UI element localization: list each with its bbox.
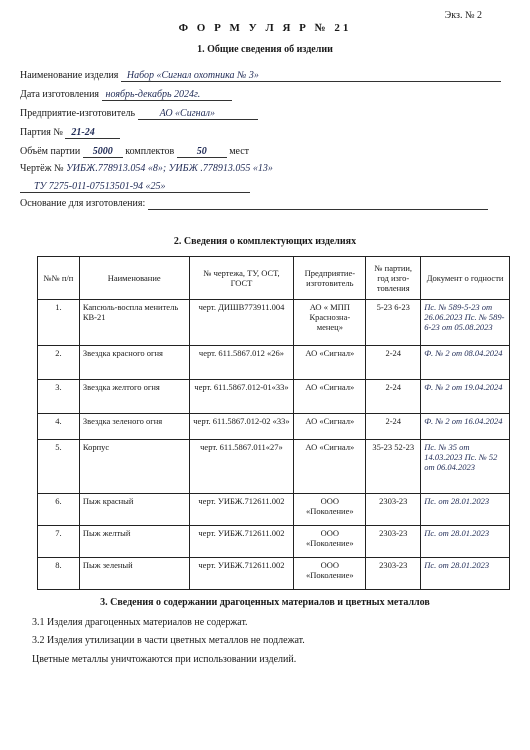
product-name-value: Набор «Сигнал охотника № 3» bbox=[126, 70, 259, 81]
cell-document: Пс. № 35 от 14.03.2023 Пс. № 52 от 06.04.2023 bbox=[421, 440, 510, 494]
section-2-heading: 2. Сведения о комплектующих изделиях bbox=[173, 236, 357, 247]
manufacturer-value: АО «Сигнал» bbox=[159, 108, 215, 119]
cell-number: 6. bbox=[38, 494, 80, 526]
cell-batch: 2303-23 bbox=[366, 526, 421, 558]
cell-batch: 35-23 52-23 bbox=[366, 440, 421, 494]
cell-name: Звездка красного огня bbox=[79, 346, 189, 380]
table-row bbox=[38, 526, 510, 558]
table-row bbox=[38, 300, 510, 346]
cell-maker: АО « МПП Краснозна-менец» bbox=[294, 300, 366, 346]
cell-batch: 2-24 bbox=[366, 380, 421, 414]
cell-maker: АО «Сигнал» bbox=[294, 414, 366, 440]
document-title: Ф О Р М У Л Я Р № 21 bbox=[178, 22, 352, 34]
product-name-label: Наименование изделия bbox=[20, 70, 119, 81]
cell-name: Пыж красный bbox=[79, 494, 189, 526]
basis-field bbox=[20, 198, 488, 210]
table-row bbox=[38, 440, 510, 494]
cell-batch: 2-24 bbox=[366, 414, 421, 440]
manufacturer-field bbox=[20, 108, 258, 120]
tu-field bbox=[20, 181, 250, 193]
cell-number: 2. bbox=[38, 346, 80, 380]
batch-label: Партия № bbox=[20, 127, 63, 138]
drawing-field bbox=[20, 163, 273, 174]
cell-name: Звездка зеленого огня bbox=[79, 414, 189, 440]
cell-batch: 2-24 bbox=[366, 346, 421, 380]
cell-number: 1. bbox=[38, 300, 80, 346]
batch-field bbox=[20, 127, 120, 139]
cell-drawing: черт. УИБЖ.712611.002 bbox=[189, 526, 294, 558]
cell-number: 4. bbox=[38, 414, 80, 440]
precious-materials-note: 3.1 Изделия драгоценных материалов не содержат. bbox=[32, 617, 248, 628]
cell-document: Пс. от 28.01.2023 bbox=[421, 558, 510, 590]
cell-maker: АО «Сигнал» bbox=[294, 440, 366, 494]
product-name-field bbox=[20, 70, 501, 82]
batch-volume-sets-label: комплектов bbox=[125, 146, 175, 157]
drawing-label: Чертёж № bbox=[20, 163, 64, 174]
cell-name: Пыж желтый bbox=[79, 526, 189, 558]
table-header-row bbox=[38, 257, 510, 300]
tu-value: ТУ 7275-011-07513501-94 «25» bbox=[34, 181, 166, 192]
non-ferrous-utilization-note: 3.2 Изделия утилизации в части цветных металлов не подлежат. bbox=[32, 635, 305, 646]
cell-maker: АО «Сигнал» bbox=[294, 346, 366, 380]
cell-drawing: черт. 611.5867.012 «26» bbox=[189, 346, 294, 380]
cell-batch: 5-23 6-23 bbox=[366, 300, 421, 346]
cell-name: Пыж зеленый bbox=[79, 558, 189, 590]
section-1-heading: 1. Общие сведения об изделии bbox=[197, 44, 333, 55]
col-header-name: Наименование bbox=[79, 257, 189, 300]
basis-label: Основание для изготовления: bbox=[20, 198, 146, 209]
cell-number: 3. bbox=[38, 380, 80, 414]
cell-drawing: черт. 611.5867.011«27» bbox=[189, 440, 294, 494]
copy-number: Экз. № 2 bbox=[444, 10, 482, 21]
cell-number: 8. bbox=[38, 558, 80, 590]
cell-document: Пс. от 28.01.2023 bbox=[421, 526, 510, 558]
batch-volume-field bbox=[20, 146, 249, 158]
batch-volume-sets: 5000 bbox=[92, 146, 113, 157]
batch-value: 21-24 bbox=[71, 127, 95, 138]
manufacture-date-label: Дата изготовления bbox=[20, 89, 100, 100]
manufacturer-label: Предприятие-изготовитель bbox=[20, 108, 136, 119]
drawing-value: УИБЖ.778913.054 «8»; УИБЖ .778913.055 «13» bbox=[66, 163, 273, 174]
components-table bbox=[37, 256, 510, 590]
col-header-maker: Предприятие-изготовитель bbox=[294, 257, 366, 300]
cell-maker: АО «Сигнал» bbox=[294, 380, 366, 414]
batch-volume-places-label: мест bbox=[229, 146, 250, 157]
col-header-batch: № партии, год изго-товления bbox=[366, 257, 421, 300]
cell-maker: ООО «Поколение» bbox=[294, 494, 366, 526]
cell-document: Ф. № 2 от 08.04.2024 bbox=[421, 346, 510, 380]
col-header-document: Документ о годности bbox=[421, 257, 510, 300]
cell-maker: ООО «Поколение» bbox=[294, 558, 366, 590]
col-header-drawing: № чертежа, ТУ, ОСТ, ГОСТ bbox=[189, 257, 294, 300]
cell-drawing: черт. УИБЖ.712611.002 bbox=[189, 494, 294, 526]
cell-number: 7. bbox=[38, 526, 80, 558]
cell-name: Звездка желтого огня bbox=[79, 380, 189, 414]
table-row bbox=[38, 494, 510, 526]
cell-maker: ООО «Поколение» bbox=[294, 526, 366, 558]
batch-volume-places: 50 bbox=[196, 146, 207, 157]
cell-number: 5. bbox=[38, 440, 80, 494]
cell-drawing: черт. 611.5867.012-02 «33» bbox=[189, 414, 294, 440]
section-3-heading: 3. Сведения о содержании драгоценных материалов и цветных металлов bbox=[100, 597, 430, 608]
cell-document: Пс. от 28.01.2023 bbox=[421, 494, 510, 526]
cell-drawing: черт. ДИШВ773911.004 bbox=[189, 300, 294, 346]
cell-name: Капсюль-воспла менитель КВ-21 bbox=[79, 300, 189, 346]
manufacture-date-value: ноябрь-декабрь 2024г. bbox=[105, 89, 201, 100]
cell-batch: 2303-23 bbox=[366, 558, 421, 590]
cell-drawing: черт. УИБЖ.712611.002 bbox=[189, 558, 294, 590]
cell-drawing: черт. 611.5867.012-01«33» bbox=[189, 380, 294, 414]
cell-document: Пс. № 589-5-23 от 26.06.2023 Пс. № 589-6-23 от 05.08.2023 bbox=[421, 300, 510, 346]
cell-document: Ф. № 2 от 16.04.2024 bbox=[421, 414, 510, 440]
non-ferrous-destroyed-note: Цветные металлы уничтожаются при использовании изделий. bbox=[32, 654, 297, 665]
table-row bbox=[38, 380, 510, 414]
manufacture-date-field bbox=[20, 89, 232, 101]
batch-volume-label: Объём партии bbox=[20, 146, 81, 157]
table-row bbox=[38, 346, 510, 380]
table-row bbox=[38, 558, 510, 590]
cell-name: Корпус bbox=[79, 440, 189, 494]
cell-batch: 2303-23 bbox=[366, 494, 421, 526]
cell-document: Ф. № 2 от 19.04.2024 bbox=[421, 380, 510, 414]
table-row bbox=[38, 414, 510, 440]
col-header-number: №№ п/п bbox=[38, 257, 80, 300]
